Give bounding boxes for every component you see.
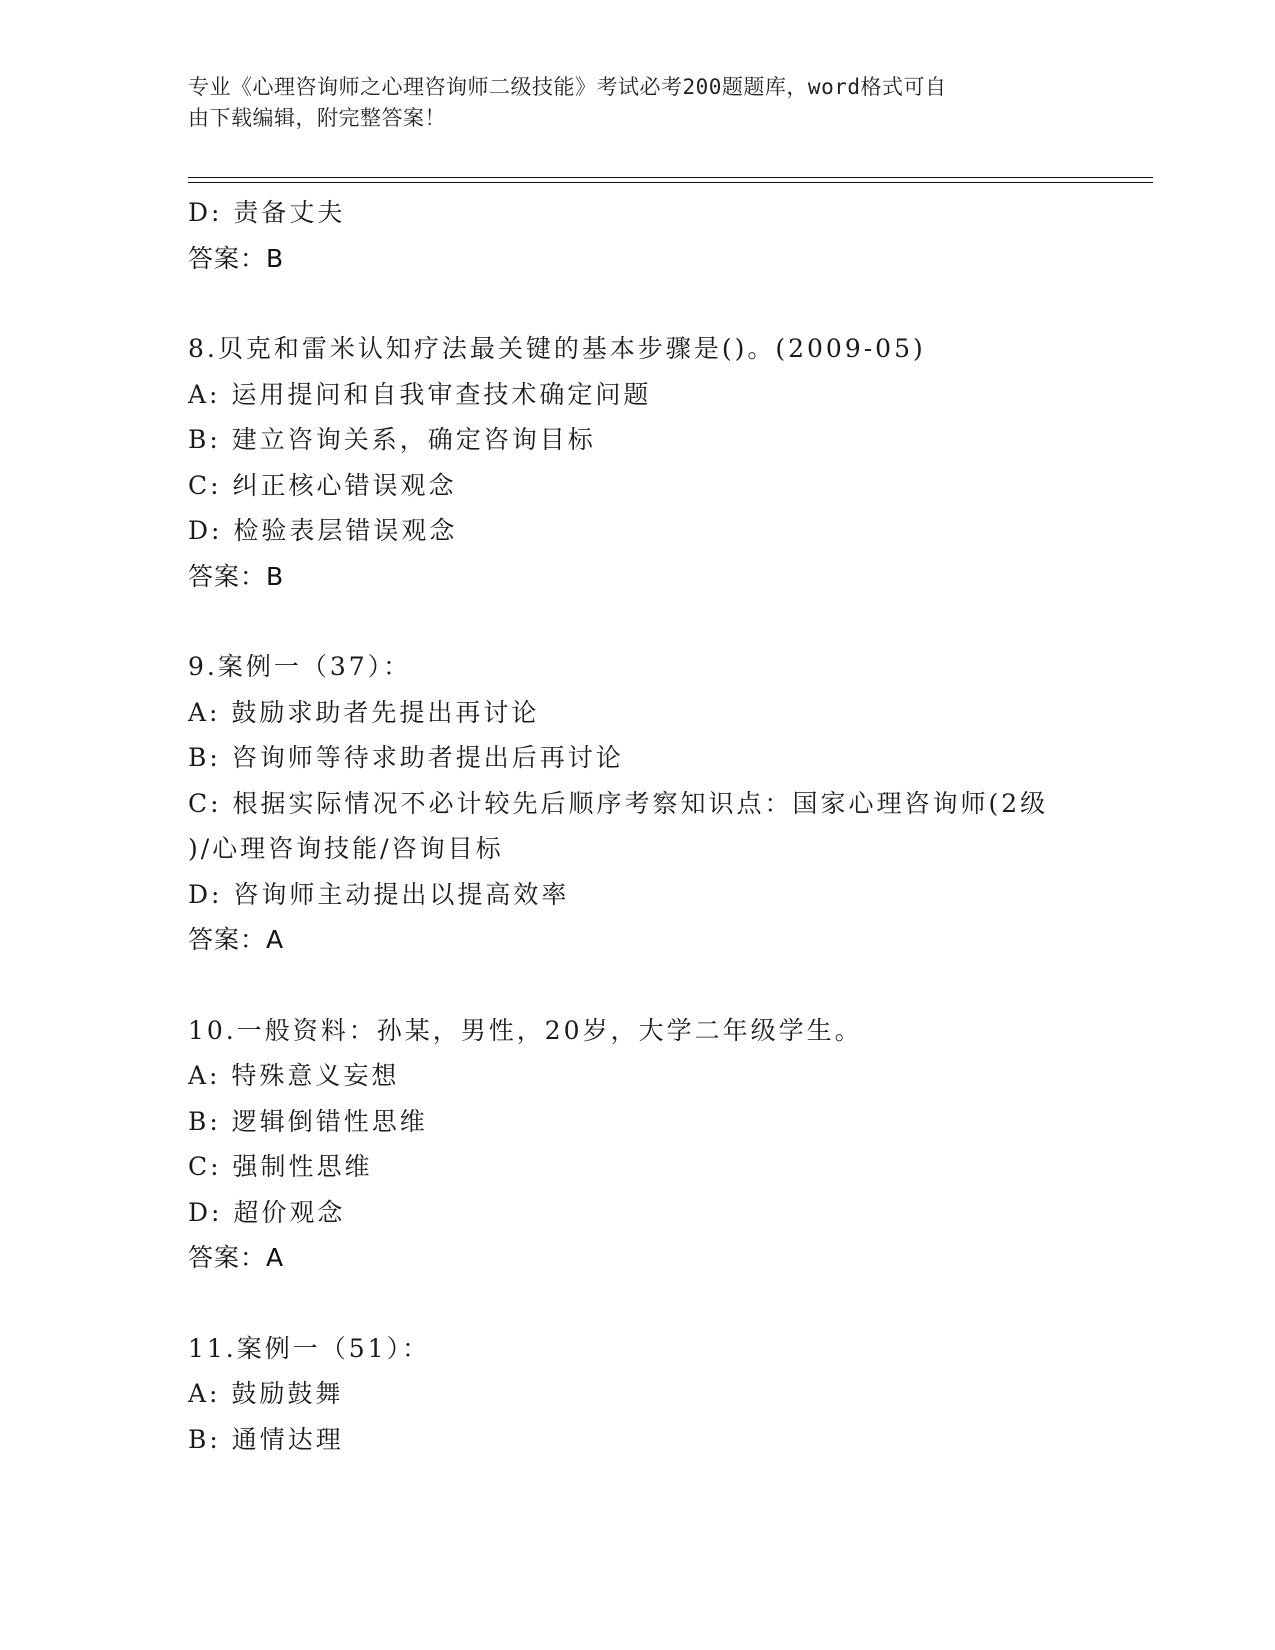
- option-b: B: 咨询师等待求助者提出后再讨论: [188, 743, 624, 772]
- question-block-7: [188, 190, 1188, 281]
- option-a: A: 运用提问和自我审查技术确定问题: [188, 379, 652, 409]
- option-d: D: 咨询师主动提出以提高效率: [188, 879, 570, 909]
- option-a: A: 鼓励求助者先提出再讨论: [188, 697, 540, 727]
- option-d: D: 检验表层错误观念: [188, 516, 458, 545]
- option-c: C: 纠正核心错误观念: [188, 470, 457, 500]
- option-d: D: 超价观念: [188, 1197, 346, 1227]
- option-d: D: 责备丈夫: [188, 198, 346, 227]
- question-text: 9.案例一（37）：: [188, 652, 412, 681]
- option-b: B: 通情达理: [188, 1424, 344, 1454]
- question-text: 10.一般资料：孙某，男性，20岁，大学二年级学生。: [188, 1015, 863, 1045]
- question-block-11: [188, 1326, 1188, 1463]
- answer-line: 答案：A: [188, 925, 285, 954]
- answer-line: 答案：A: [188, 1243, 285, 1272]
- question-block-9: [188, 644, 1188, 963]
- answer-line: 答案：B: [188, 243, 285, 273]
- question-text: 8.贝克和雷米认知疗法最关键的基本步骤是()。(2009-05): [188, 334, 926, 363]
- document-header: [188, 72, 1088, 134]
- option-c: C: 根据实际情况不必计较先后顺序考察知识点：国家心理咨询师(2级: [188, 788, 1049, 818]
- question-text: 11.案例一（51）：: [188, 1333, 431, 1363]
- option-c: C: 强制性思维: [188, 1152, 373, 1181]
- question-block-10: [188, 1008, 1188, 1281]
- spacer: [188, 963, 1188, 1008]
- option-b: B: 建立咨询关系，确定咨询目标: [188, 425, 596, 454]
- option-a: A: 特殊意义妄想: [188, 1061, 400, 1090]
- answer-line: 答案：B: [188, 561, 285, 591]
- header-line-2: 由下载编辑，附完整答案！: [188, 106, 446, 130]
- header-line-1: 专业《心理咨询师之心理咨询师二级技能》考试必考200题题库，word格式可自: [188, 75, 947, 99]
- option-c-continued: )/心理咨询技能/咨询目标: [188, 834, 504, 863]
- question-list: [188, 190, 1188, 1462]
- spacer: [188, 1281, 1188, 1326]
- spacer: [188, 281, 1188, 326]
- spacer: [188, 599, 1188, 644]
- option-b: B: 逻辑倒错性思维: [188, 1106, 428, 1136]
- header-divider-bottom: [188, 182, 1153, 183]
- question-block-8: [188, 326, 1188, 599]
- option-a: A: 鼓励鼓舞: [188, 1379, 344, 1408]
- header-divider-top: [188, 177, 1153, 178]
